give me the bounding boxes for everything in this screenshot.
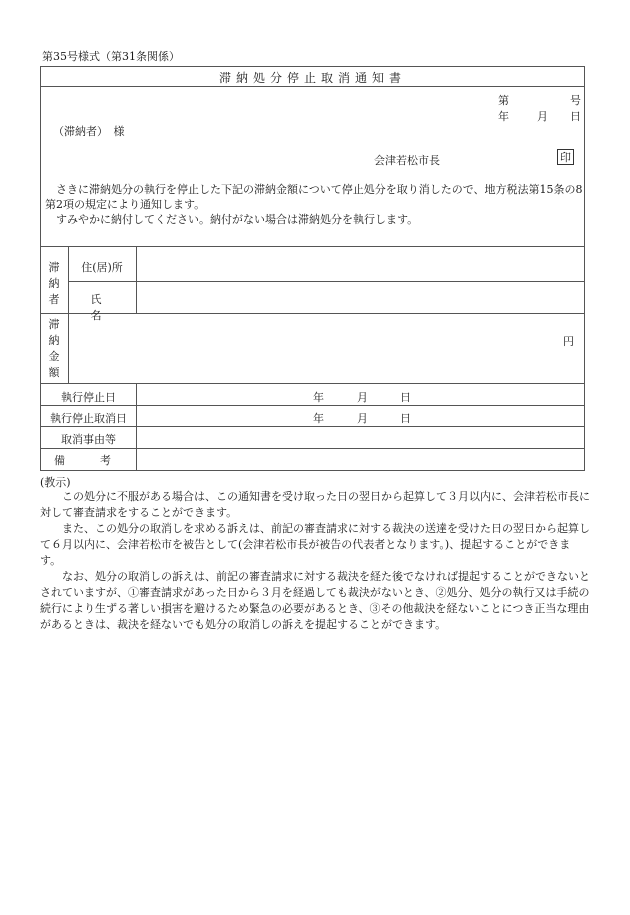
notice-paragraph-2: すみやかに納付してください。納付がない場合は滞納処分を執行します。 [56, 213, 419, 226]
remarks-label: 備 考 [54, 454, 123, 467]
address-divider [68, 281, 585, 282]
issue-date-day: 日 [570, 110, 581, 123]
issuer-name: 会津若松市長 [374, 154, 440, 167]
title-divider [40, 86, 585, 87]
amount-divider [40, 383, 585, 384]
doc-number-prefix: 第 [498, 94, 509, 107]
document-title: 滞納処分停止取消通知書 [218, 71, 406, 85]
issue-date-year: 年 [498, 110, 509, 123]
name-label: 氏 名 [90, 293, 137, 322]
teaching-label: (教示) [40, 476, 71, 489]
teaching-paragraph-2: また、この処分の取消しを求める訴えは、前記の審査請求に対する裁決の送達を受けた日の翌日から起算して６月以内に、会津若松市を被告として(会津若松市長が被告の代表者となります。)、提起することができます。 [40, 522, 590, 567]
notice-paragraph-1: さきに滞納処分の執行を停止した下記の滞納金額について停止処分を取り消したので、地方税法第15条の8第2項の規定により通知します。 [45, 183, 583, 211]
stop-date-year: 年 [313, 391, 324, 404]
stop-date-month: 月 [357, 391, 368, 404]
rows-label-divider [136, 383, 137, 471]
amount-label-divider [68, 313, 69, 383]
cancel-date-label: 執行停止取消日 [50, 412, 127, 425]
form-number-label: 第35号様式（第31条関係） [42, 50, 180, 63]
teaching-paragraph-1: この処分に不服がある場合は、この通知書を受け取った日の翌日から起算して３月以内に、会津若松市長に対して審査請求をすることができます。 [40, 490, 590, 519]
yen-unit: 円 [563, 335, 574, 348]
stop-date-divider [40, 405, 585, 406]
cancel-date-year: 年 [313, 412, 324, 425]
reason-label: 取消事由等 [61, 433, 116, 446]
seal-box: 印 [557, 149, 574, 165]
amount-label: 滞納金額 [48, 318, 60, 379]
delinquent-label: 滞納者 [48, 261, 60, 306]
cancel-date-divider [40, 426, 585, 427]
cancel-date-day: 日 [400, 412, 411, 425]
stop-date-label: 執行停止日 [61, 391, 116, 404]
notice-divider [40, 246, 585, 247]
teaching-body [40, 489, 590, 633]
teaching-paragraph-3: なお、処分の取消しの訴えは、前記の審査請求に対する裁決を経た後でなければ提起することができないとされていますが、①審査請求があった日から３月を経過しても裁決がないとき、②処分、処分の執行又は手続の続行により生ずる著しい損害を避けるため緊急の必要があるとき、③その他裁決を経ないことにつき正当な理由があるときは、裁決を経ないでも処分の取消しの訴えを提起することができます。 [40, 570, 590, 631]
doc-number-suffix: 号 [570, 94, 581, 107]
stop-date-day: 日 [400, 391, 411, 404]
cancel-date-month: 月 [357, 412, 368, 425]
reason-divider [40, 448, 585, 449]
notice-body [45, 182, 583, 227]
issue-date-month: 月 [537, 110, 548, 123]
address-label: 住(居)所 [81, 261, 123, 274]
addressee: （滞納者） 様 [53, 125, 125, 138]
